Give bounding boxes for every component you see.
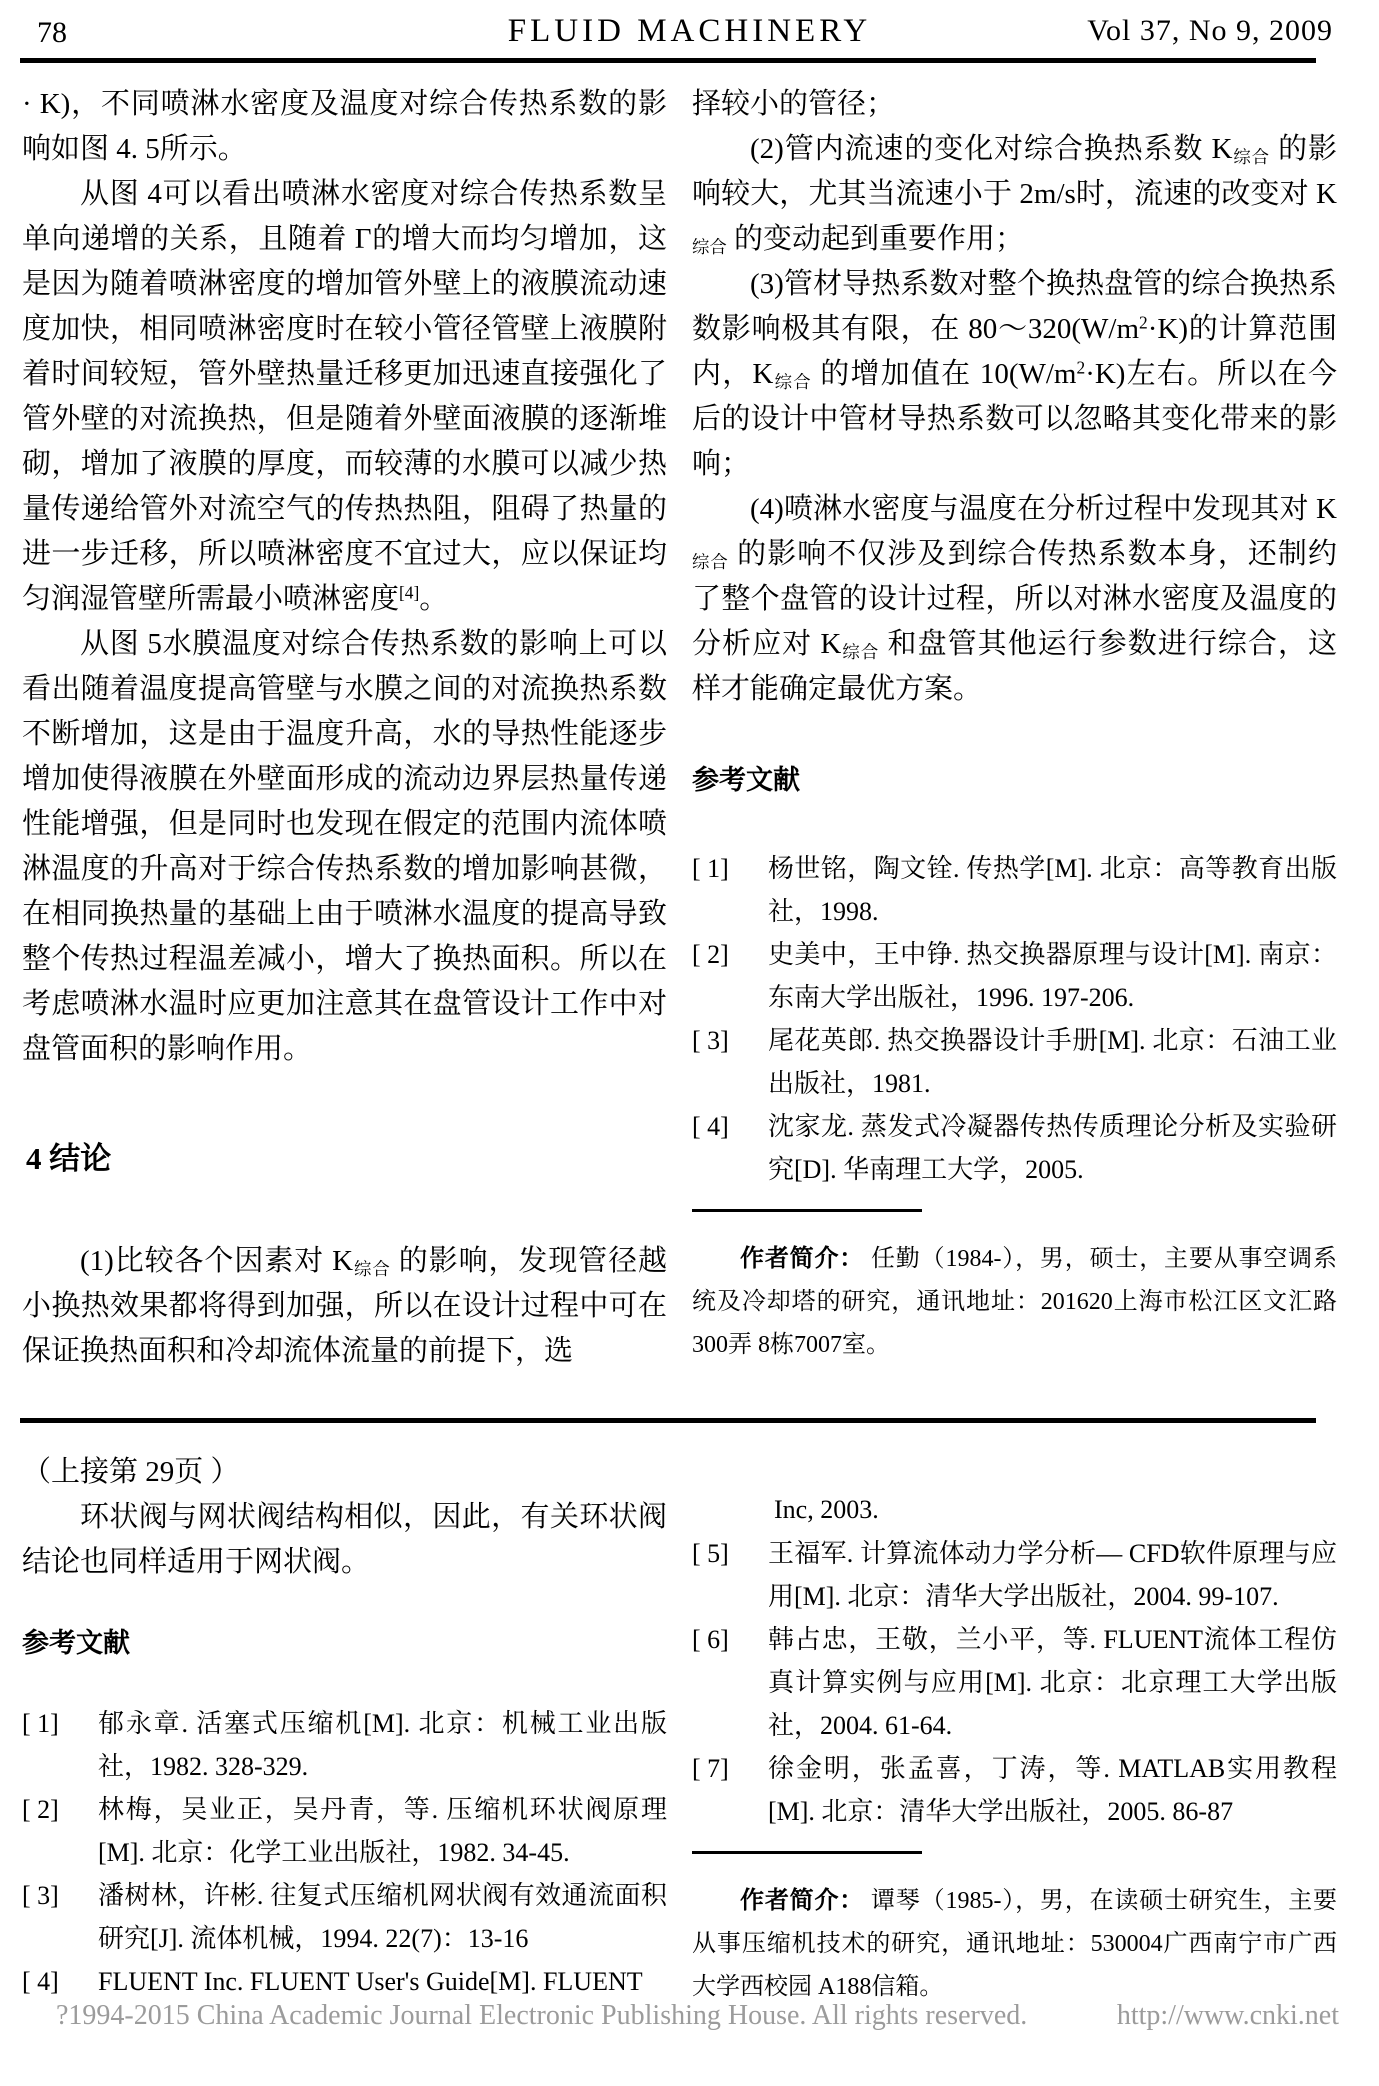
- journal-title: FLUID MACHINERY: [507, 13, 872, 49]
- reference-label: [ 1]: [22, 1709, 59, 1738]
- reference-item: [22, 1702, 667, 1788]
- reference-text: 尾花英郎. 热交换器设计手册[M]. 北京：石油工业出版社，1981.: [768, 1026, 1337, 1098]
- references-heading: 参考文献: [22, 1628, 130, 1658]
- section-heading-conclusion: 4 结论: [26, 1141, 112, 1176]
- paragraph: (2)管内流速的变化对综合换热系数 $K_{综合}$ 的影响较大，尤其当流速小于 2m/s时，流速的改变对 $K_{综合}$ 的变动起到重要作用；: [692, 133, 1337, 258]
- author-bio-divider: [692, 1209, 922, 1212]
- reference-item: [692, 933, 1337, 1019]
- reference-item: [692, 1747, 1337, 1833]
- reference-item: [22, 1788, 667, 1874]
- reference-item: [692, 1618, 1337, 1747]
- author-bio-divider: [692, 1851, 922, 1854]
- reference-label: [ 2]: [22, 1795, 59, 1824]
- top-left-column: [22, 82, 667, 1374]
- reference-label: [ 3]: [692, 1026, 729, 1055]
- author-bio-label: 作者简介：: [740, 1888, 865, 1914]
- reference-label: [ 4]: [22, 1967, 59, 1996]
- author-bio-text: 谭琴（1985-），男，在读硕士研究生，主要从事压缩机技术的研究，通讯地址：530004广西南宁市广西大学西校园 A188信箱。: [692, 1888, 1338, 2000]
- reference-text: 杨世铭，陶文铨. 传热学[M]. 北京：高等教育出版社，1998.: [768, 854, 1337, 926]
- paragraph: (1)比较各个因素对 $K_{综合}$ 的影响，发现管径越小换热效果都将得到加强，所以在设计过程中可在保证换热面积和冷却流体流量的前提下，选: [22, 1245, 667, 1367]
- header-rule: [20, 58, 1316, 63]
- reference-label: [ 6]: [692, 1625, 729, 1654]
- paragraph: 从图 5水膜温度对综合传热系数的影响上可以看出随着温度提高管壁与水膜之间的对流换热系数不断增加，这是由于温度升高，水的导热性能逐步增加使得液膜在外壁面形成的流动边界层热量传递性能增强，但是同时也发现在假定的范围内流体喷淋温度的升高对于综合传热系数的增加影响甚微，在相同换热量的基础上由于喷淋水温度的提高导致整个传热过程温差减小，增大了换热面积。所以在考虑喷淋水温时应更加注意其在盘管设计工作中对盘管面积的影响作用。: [22, 628, 667, 1065]
- author-bio: [692, 1238, 1337, 1367]
- reference-text: 林梅，吴业正，吴丹青，等. 压缩机环状阀原理[M]. 北京：化学工业出版社，1982. 34-45.: [98, 1795, 667, 1867]
- article-divider-rule: [20, 1418, 1316, 1423]
- reference-text: 王福军. 计算流体动力学分析— CFD软件原理与应用[M]. 北京：清华大学出版社，2004. 99-107.: [768, 1539, 1337, 1611]
- author-bio-label: 作者简介：: [740, 1246, 865, 1272]
- reference-item: [692, 1105, 1337, 1191]
- paragraph: · K)，不同喷淋水密度及温度对综合传热系数的影响如图 4. 5所示。: [22, 88, 667, 165]
- paragraph: 择较小的管径；: [692, 88, 896, 120]
- page-number: 78: [37, 16, 67, 49]
- reference-continuation: Inc, 2003.: [774, 1495, 879, 1524]
- paragraph: 从图 4可以看出喷淋水密度对综合传热系数呈单向递增的关系，且随着 Γ的增大而均匀增加，这是因为随着喷淋密度的增加管外壁上的液膜流动速度加快，相同喷淋密度时在较小管径管壁上液膜附着时间较短，管外壁热量迁移更加迅速直接强化了管外壁的对流换热，但是随着外壁面液膜的逐渐堆砌，增加了液膜的厚度，而较薄的水膜可以减少热量传递给管外对流空气的传热热阻，阻碍了热量的进一步迁移，所以喷淋密度不宜过大，应以保证均匀润湿管壁所需最小喷淋密度[4]。: [22, 178, 667, 615]
- paragraph: (4)喷淋水密度与温度在分析过程中发现其对 $K_{综合}$ 的影响不仅涉及到综合传热系数本身，还制约了整个盘管的设计过程，所以对淋水密度及温度的分析应对 $K_{综合}$ 和盘管其他运行参数进行综合，这样才能确定最优方案。: [692, 493, 1337, 705]
- paragraph: 环状阀与网状阀结构相似，因此，有关环状阀结论也同样适用于网状阀。: [22, 1501, 667, 1578]
- reference-label: [ 4]: [692, 1112, 729, 1141]
- reference-text: 徐金明，张孟喜，丁涛，等. MATLAB实用教程[M]. 北京：清华大学出版社，2005. 86-87: [768, 1754, 1337, 1826]
- page-footer: [56, 2000, 1339, 2032]
- author-bio-text: 任勤（1984-），男，硕士，主要从事空调系统及冷却塔的研究，通讯地址：201620上海市松江区文汇路 300弄 8栋7007室。: [692, 1246, 1338, 1358]
- author-bio: [692, 1880, 1337, 2009]
- reference-label: [ 7]: [692, 1754, 729, 1783]
- reference-item: [22, 1874, 667, 1960]
- reference-item: [692, 1532, 1337, 1618]
- reference-label: [ 3]: [22, 1881, 59, 1910]
- footer-copyright: ?1994-2015 China Academic Journal Electronic Publishing House. All rights reserved.: [56, 2000, 1028, 2031]
- reference-text: FLUENT Inc. FLUENT User's Guide[M]. FLUENT: [98, 1967, 643, 1996]
- volume-info: Vol 37, No 9, 2009: [1087, 14, 1333, 47]
- bottom-left-column: [22, 1450, 667, 2003]
- reference-text: 史美中，王中铮. 热交换器原理与设计[M]. 南京：东南大学出版社，1996. 197-206.: [768, 940, 1337, 1012]
- reference-text: 潘树林，许彬. 往复式压缩机网状阀有效通流面积研究[J]. 流体机械，1994. 22(7)：13-16: [98, 1881, 667, 1953]
- references-heading: 参考文献: [692, 765, 800, 795]
- reference-label: [ 1]: [692, 854, 729, 883]
- reference-item: [692, 847, 1337, 933]
- reference-text: 沈家龙. 蒸发式冷凝器传热传质理论分析及实验研究[D]. 华南理工大学，2005.: [768, 1112, 1337, 1184]
- reference-text: 郁永章. 活塞式压缩机[M]. 北京：机械工业出版社，1982. 328-329.: [98, 1709, 667, 1781]
- paragraph: (3)管材导热系数对整个换热盘管的综合换热系数影响极其有限，在 $80\sim 320(W/m^2\cdot K)$的计算范围内，$K_{综合}$ 的增加值在 $10(W/m^2\cdot K)$左右。所以在今后的设计中管材导热系数可以忽略其变化带来的影响；: [692, 268, 1337, 480]
- reference-label: [ 2]: [692, 940, 729, 969]
- footer-url: http://www.cnki.net: [1116, 2000, 1339, 2031]
- reference-label: [ 5]: [692, 1539, 729, 1568]
- reference-text: 韩占忠，王敬，兰小平，等. FLUENT流体工程仿真计算实例与应用[M]. 北京：北京理工大学出版社，2004. 61-64.: [768, 1625, 1337, 1740]
- reference-item: [692, 1019, 1337, 1105]
- top-right-column: [692, 82, 1337, 1367]
- reference-item: [22, 1960, 667, 2003]
- bottom-right-column: [692, 1448, 1337, 2009]
- continuation-note: （上接第 29页 ）: [22, 1456, 240, 1488]
